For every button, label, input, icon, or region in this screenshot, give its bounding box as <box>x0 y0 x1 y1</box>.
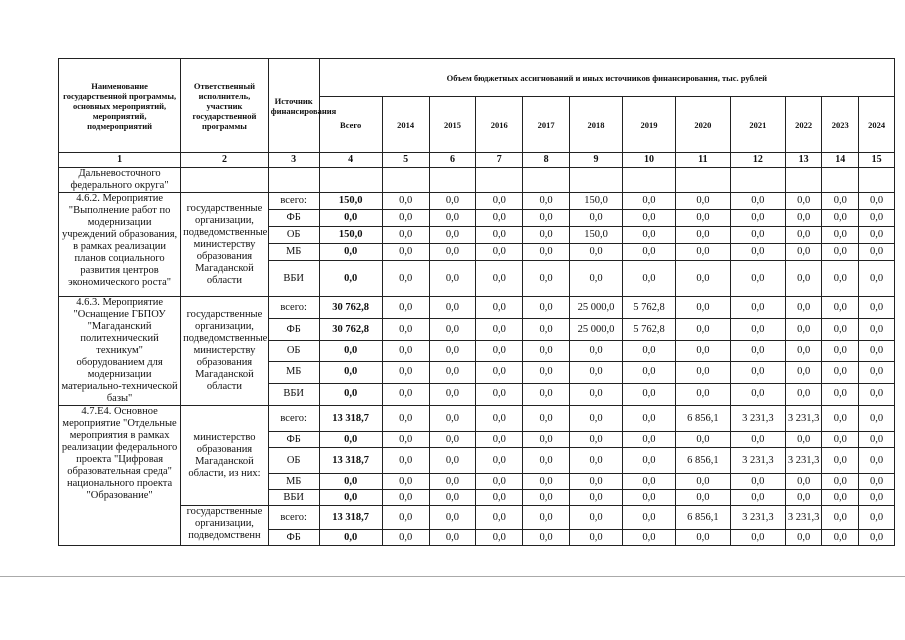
value-year: 6 856,1 <box>675 506 730 530</box>
value-year: 0,0 <box>382 319 429 341</box>
executor-sub: государственные организации, подведомственн <box>181 506 269 546</box>
value-year: 0,0 <box>730 432 785 448</box>
value-year: 0,0 <box>622 341 675 361</box>
value-year: 0,0 <box>570 244 623 261</box>
index-cell: 5 <box>382 153 429 168</box>
index-cell: 4 <box>319 153 382 168</box>
value-year: 25 000,0 <box>570 319 623 341</box>
executor: государственные организации, подведомственные министерству образования Магаданской области <box>181 297 269 406</box>
value-year: 0,0 <box>622 244 675 261</box>
funding-source: ВБИ <box>268 261 319 297</box>
value-year: 0,0 <box>859 506 895 530</box>
value-year: 0,0 <box>730 490 785 506</box>
value-year: 0,0 <box>675 319 730 341</box>
value-year: 0,0 <box>822 227 859 244</box>
value-year: 0,0 <box>382 474 429 490</box>
value-total: 13 318,7 <box>319 506 382 530</box>
value-year: 0,0 <box>730 297 785 319</box>
value-year: 0,0 <box>523 244 570 261</box>
value-year: 3 231,3 <box>730 406 785 432</box>
value-year: 150,0 <box>570 193 623 210</box>
value-year: 0,0 <box>570 261 623 297</box>
value-year: 0,0 <box>429 406 476 432</box>
value-year: 0,0 <box>785 361 822 383</box>
value-year: 3 231,3 <box>785 506 822 530</box>
header-source: Источник финансирования <box>268 59 319 153</box>
value-year: 0,0 <box>675 297 730 319</box>
value-year: 0,0 <box>822 341 859 361</box>
executor: министерство образования Магаданской области, из них: <box>181 406 269 506</box>
value-total: 0,0 <box>319 490 382 506</box>
value-year: 0,0 <box>730 193 785 210</box>
value-year: 0,0 <box>822 297 859 319</box>
value-year: 0,0 <box>429 448 476 474</box>
value-total: 150,0 <box>319 227 382 244</box>
value-year: 0,0 <box>859 261 895 297</box>
value-year: 0,0 <box>523 319 570 341</box>
value-year: 0,0 <box>523 506 570 530</box>
value-year: 0,0 <box>859 319 895 341</box>
value-year: 0,0 <box>382 490 429 506</box>
value-year: 0,0 <box>429 227 476 244</box>
value-year: 0,0 <box>859 432 895 448</box>
funding-source: всего: <box>268 406 319 432</box>
value-year: 0,0 <box>822 474 859 490</box>
value-year: 0,0 <box>730 210 785 227</box>
value-year: 0,0 <box>570 406 623 432</box>
value-year: 0,0 <box>570 361 623 383</box>
index-cell: 1 <box>59 153 181 168</box>
value-year: 0,0 <box>523 474 570 490</box>
value-year: 3 231,3 <box>730 506 785 530</box>
value-year: 0,0 <box>822 261 859 297</box>
header-year: 2021 <box>730 97 785 153</box>
value-total: 0,0 <box>319 432 382 448</box>
value-year: 0,0 <box>822 319 859 341</box>
value-year: 0,0 <box>785 383 822 405</box>
funding-source: ВБИ <box>268 490 319 506</box>
funding-source: ФБ <box>268 319 319 341</box>
value-year: 0,0 <box>822 406 859 432</box>
value-year: 0,0 <box>429 210 476 227</box>
funding-source: всего: <box>268 193 319 210</box>
value-year: 0,0 <box>859 530 895 546</box>
funding-source: ОБ <box>268 448 319 474</box>
value-year: 0,0 <box>859 341 895 361</box>
index-cell: 10 <box>622 153 675 168</box>
value-year: 0,0 <box>570 448 623 474</box>
value-year: 0,0 <box>675 341 730 361</box>
header-year: 2024 <box>859 97 895 153</box>
value-year: 0,0 <box>859 383 895 405</box>
value-year: 0,0 <box>785 341 822 361</box>
value-year: 0,0 <box>523 406 570 432</box>
activity-name: 4.6.2. Мероприятие "Выполнение работ по модернизации учреждений образования, в рамках реализации планов социального развития центров экономического роста" <box>59 193 181 297</box>
value-year: 0,0 <box>570 210 623 227</box>
funding-source: ФБ <box>268 530 319 546</box>
value-year: 0,0 <box>382 210 429 227</box>
funding-source: МБ <box>268 474 319 490</box>
index-cell: 7 <box>476 153 523 168</box>
value-year: 0,0 <box>429 530 476 546</box>
value-year: 0,0 <box>675 361 730 383</box>
activity-name: 4.6.3. Мероприятие "Оснащение ГБПОУ "Магаданский политехнический техникум" оборудованием для модернизации материально-технической базы" <box>59 297 181 406</box>
value-year: 0,0 <box>859 406 895 432</box>
funding-source: ФБ <box>268 432 319 448</box>
header-budget: Объем бюджетных ассигнований и иных источников финансирования, тыс. рублей <box>319 59 894 97</box>
value-year: 0,0 <box>429 361 476 383</box>
header-name: Наименование государственной программы, основных мероприятий, мероприятий, подмероприятий <box>59 59 181 153</box>
value-year: 0,0 <box>429 432 476 448</box>
value-year: 0,0 <box>622 474 675 490</box>
value-year: 0,0 <box>675 227 730 244</box>
value-year: 0,0 <box>622 210 675 227</box>
value-year: 0,0 <box>429 506 476 530</box>
value-year: 0,0 <box>382 193 429 210</box>
header-year: 2023 <box>822 97 859 153</box>
value-year: 0,0 <box>382 227 429 244</box>
value-year: 0,0 <box>382 261 429 297</box>
header-year: 2019 <box>622 97 675 153</box>
value-year: 0,0 <box>622 530 675 546</box>
index-cell: 15 <box>859 153 895 168</box>
value-year: 0,0 <box>570 383 623 405</box>
value-year: 0,0 <box>822 193 859 210</box>
value-year: 0,0 <box>476 448 523 474</box>
value-year: 3 231,3 <box>785 448 822 474</box>
value-year: 0,0 <box>429 474 476 490</box>
value-year: 0,0 <box>822 530 859 546</box>
funding-source: всего: <box>268 506 319 530</box>
value-year: 0,0 <box>785 474 822 490</box>
value-year: 0,0 <box>476 227 523 244</box>
value-year: 0,0 <box>785 261 822 297</box>
value-year: 0,0 <box>785 297 822 319</box>
value-total: 30 762,8 <box>319 297 382 319</box>
index-cell: 3 <box>268 153 319 168</box>
value-year: 0,0 <box>859 244 895 261</box>
value-year: 0,0 <box>570 506 623 530</box>
value-year: 0,0 <box>523 227 570 244</box>
value-year: 0,0 <box>476 406 523 432</box>
value-year: 0,0 <box>622 448 675 474</box>
value-year: 0,0 <box>622 227 675 244</box>
value-year: 0,0 <box>476 383 523 405</box>
value-total: 150,0 <box>319 193 382 210</box>
value-year: 0,0 <box>785 530 822 546</box>
value-year: 3 231,3 <box>785 406 822 432</box>
value-year: 0,0 <box>785 210 822 227</box>
value-total: 13 318,7 <box>319 448 382 474</box>
funding-source: ВБИ <box>268 383 319 405</box>
value-year: 0,0 <box>675 244 730 261</box>
value-year: 0,0 <box>476 297 523 319</box>
value-year: 0,0 <box>859 227 895 244</box>
value-year: 0,0 <box>675 432 730 448</box>
value-total: 0,0 <box>319 530 382 546</box>
value-year: 0,0 <box>476 210 523 227</box>
value-year: 0,0 <box>523 210 570 227</box>
index-cell: 12 <box>730 153 785 168</box>
value-year: 0,0 <box>622 383 675 405</box>
value-total: 30 762,8 <box>319 319 382 341</box>
value-year: 0,0 <box>622 361 675 383</box>
value-year: 0,0 <box>785 432 822 448</box>
value-year: 0,0 <box>822 506 859 530</box>
header-year: 2022 <box>785 97 822 153</box>
value-year: 0,0 <box>859 490 895 506</box>
value-year: 0,0 <box>675 383 730 405</box>
value-year: 0,0 <box>382 448 429 474</box>
value-year: 0,0 <box>675 193 730 210</box>
value-year: 0,0 <box>730 261 785 297</box>
value-year: 0,0 <box>523 490 570 506</box>
header-year: 2014 <box>382 97 429 153</box>
value-year: 0,0 <box>570 490 623 506</box>
value-year: 0,0 <box>859 474 895 490</box>
activity-name: 4.7.Е4. Основное мероприятие "Отдельные мероприятия в рамках реализации федерального проекта "Цифровая образовательная среда" национального проекта "Образование" <box>59 406 181 546</box>
value-year: 0,0 <box>822 244 859 261</box>
funding-source: МБ <box>268 244 319 261</box>
value-year: 0,0 <box>675 530 730 546</box>
value-total: 0,0 <box>319 474 382 490</box>
value-year: 0,0 <box>523 432 570 448</box>
table-row <box>59 193 895 210</box>
value-year: 0,0 <box>730 383 785 405</box>
value-total: 0,0 <box>319 341 382 361</box>
continuation-row <box>59 168 895 193</box>
value-year: 0,0 <box>730 341 785 361</box>
value-year: 0,0 <box>382 383 429 405</box>
budget-table <box>58 58 895 546</box>
value-year: 0,0 <box>523 361 570 383</box>
value-year: 0,0 <box>429 319 476 341</box>
funding-source: ОБ <box>268 227 319 244</box>
value-year: 0,0 <box>675 474 730 490</box>
value-year: 0,0 <box>523 383 570 405</box>
page-edge-line <box>0 576 905 577</box>
value-year: 0,0 <box>429 261 476 297</box>
value-total: 0,0 <box>319 210 382 227</box>
index-row <box>59 153 895 168</box>
value-year: 0,0 <box>822 490 859 506</box>
index-cell: 11 <box>675 153 730 168</box>
value-year: 0,0 <box>859 210 895 227</box>
value-year: 0,0 <box>785 490 822 506</box>
value-year: 0,0 <box>675 210 730 227</box>
value-year: 0,0 <box>476 193 523 210</box>
value-year: 0,0 <box>523 193 570 210</box>
value-year: 0,0 <box>822 448 859 474</box>
value-year: 0,0 <box>859 297 895 319</box>
value-year: 5 762,8 <box>622 319 675 341</box>
value-year: 0,0 <box>570 432 623 448</box>
value-total: 0,0 <box>319 244 382 261</box>
value-year: 3 231,3 <box>730 448 785 474</box>
value-total: 13 318,7 <box>319 406 382 432</box>
index-cell: 8 <box>523 153 570 168</box>
value-year: 0,0 <box>382 432 429 448</box>
continuation-text: Дальневосточного федерального округа" <box>59 168 181 193</box>
executor: государственные организации, подведомственные министерству образования Магаданской области <box>181 193 269 297</box>
value-year: 6 856,1 <box>675 406 730 432</box>
value-year: 0,0 <box>730 319 785 341</box>
header-year: 2016 <box>476 97 523 153</box>
value-year: 0,0 <box>570 530 623 546</box>
value-year: 0,0 <box>523 448 570 474</box>
header-year: 2017 <box>523 97 570 153</box>
value-year: 0,0 <box>570 474 623 490</box>
value-year: 0,0 <box>570 341 623 361</box>
value-year: 0,0 <box>476 319 523 341</box>
value-year: 0,0 <box>730 530 785 546</box>
value-total: 0,0 <box>319 361 382 383</box>
value-year: 0,0 <box>675 490 730 506</box>
value-year: 0,0 <box>785 193 822 210</box>
value-year: 0,0 <box>523 341 570 361</box>
value-total: 0,0 <box>319 261 382 297</box>
value-year: 0,0 <box>523 297 570 319</box>
header-year: 2018 <box>570 97 623 153</box>
value-year: 0,0 <box>429 244 476 261</box>
table-row <box>59 406 895 432</box>
value-year: 0,0 <box>382 506 429 530</box>
value-year: 0,0 <box>476 361 523 383</box>
value-year: 6 856,1 <box>675 448 730 474</box>
value-year: 0,0 <box>822 210 859 227</box>
value-year: 0,0 <box>730 227 785 244</box>
value-year: 0,0 <box>476 432 523 448</box>
value-year: 0,0 <box>785 244 822 261</box>
value-year: 0,0 <box>429 341 476 361</box>
funding-source: ФБ <box>268 210 319 227</box>
value-year: 0,0 <box>476 530 523 546</box>
value-total: 0,0 <box>319 383 382 405</box>
value-year: 0,0 <box>622 193 675 210</box>
value-year: 0,0 <box>523 261 570 297</box>
value-year: 0,0 <box>429 297 476 319</box>
value-year: 0,0 <box>622 490 675 506</box>
index-cell: 14 <box>822 153 859 168</box>
table-row <box>59 506 895 530</box>
value-year: 25 000,0 <box>570 297 623 319</box>
header-year: 2020 <box>675 97 730 153</box>
header-year: 2015 <box>429 97 476 153</box>
index-cell: 13 <box>785 153 822 168</box>
value-year: 0,0 <box>675 261 730 297</box>
value-year: 0,0 <box>822 383 859 405</box>
value-year: 0,0 <box>382 341 429 361</box>
value-year: 0,0 <box>822 361 859 383</box>
value-year: 0,0 <box>730 244 785 261</box>
value-year: 0,0 <box>622 432 675 448</box>
table-row <box>59 297 895 319</box>
value-year: 0,0 <box>859 193 895 210</box>
value-year: 0,0 <box>476 506 523 530</box>
value-year: 0,0 <box>429 193 476 210</box>
value-year: 0,0 <box>476 261 523 297</box>
value-year: 0,0 <box>859 448 895 474</box>
value-year: 150,0 <box>570 227 623 244</box>
value-year: 0,0 <box>822 432 859 448</box>
value-year: 0,0 <box>382 244 429 261</box>
value-year: 0,0 <box>476 490 523 506</box>
value-year: 0,0 <box>622 406 675 432</box>
value-year: 0,0 <box>476 341 523 361</box>
index-cell: 9 <box>570 153 623 168</box>
value-year: 0,0 <box>730 474 785 490</box>
value-year: 0,0 <box>523 530 570 546</box>
value-year: 0,0 <box>382 406 429 432</box>
header-total: Всего <box>319 97 382 153</box>
header-executor: Ответственный исполнитель, участник государственной программы <box>181 59 269 153</box>
value-year: 0,0 <box>429 490 476 506</box>
value-year: 0,0 <box>429 383 476 405</box>
value-year: 0,0 <box>382 297 429 319</box>
index-cell: 6 <box>429 153 476 168</box>
value-year: 0,0 <box>382 530 429 546</box>
value-year: 0,0 <box>476 474 523 490</box>
value-year: 0,0 <box>730 361 785 383</box>
index-cell: 2 <box>181 153 269 168</box>
funding-source: МБ <box>268 361 319 383</box>
value-year: 5 762,8 <box>622 297 675 319</box>
funding-source: ОБ <box>268 341 319 361</box>
value-year: 0,0 <box>382 361 429 383</box>
value-year: 0,0 <box>859 361 895 383</box>
value-year: 0,0 <box>476 244 523 261</box>
funding-source: всего: <box>268 297 319 319</box>
value-year: 0,0 <box>785 227 822 244</box>
value-year: 0,0 <box>785 319 822 341</box>
value-year: 0,0 <box>622 506 675 530</box>
value-year: 0,0 <box>622 261 675 297</box>
